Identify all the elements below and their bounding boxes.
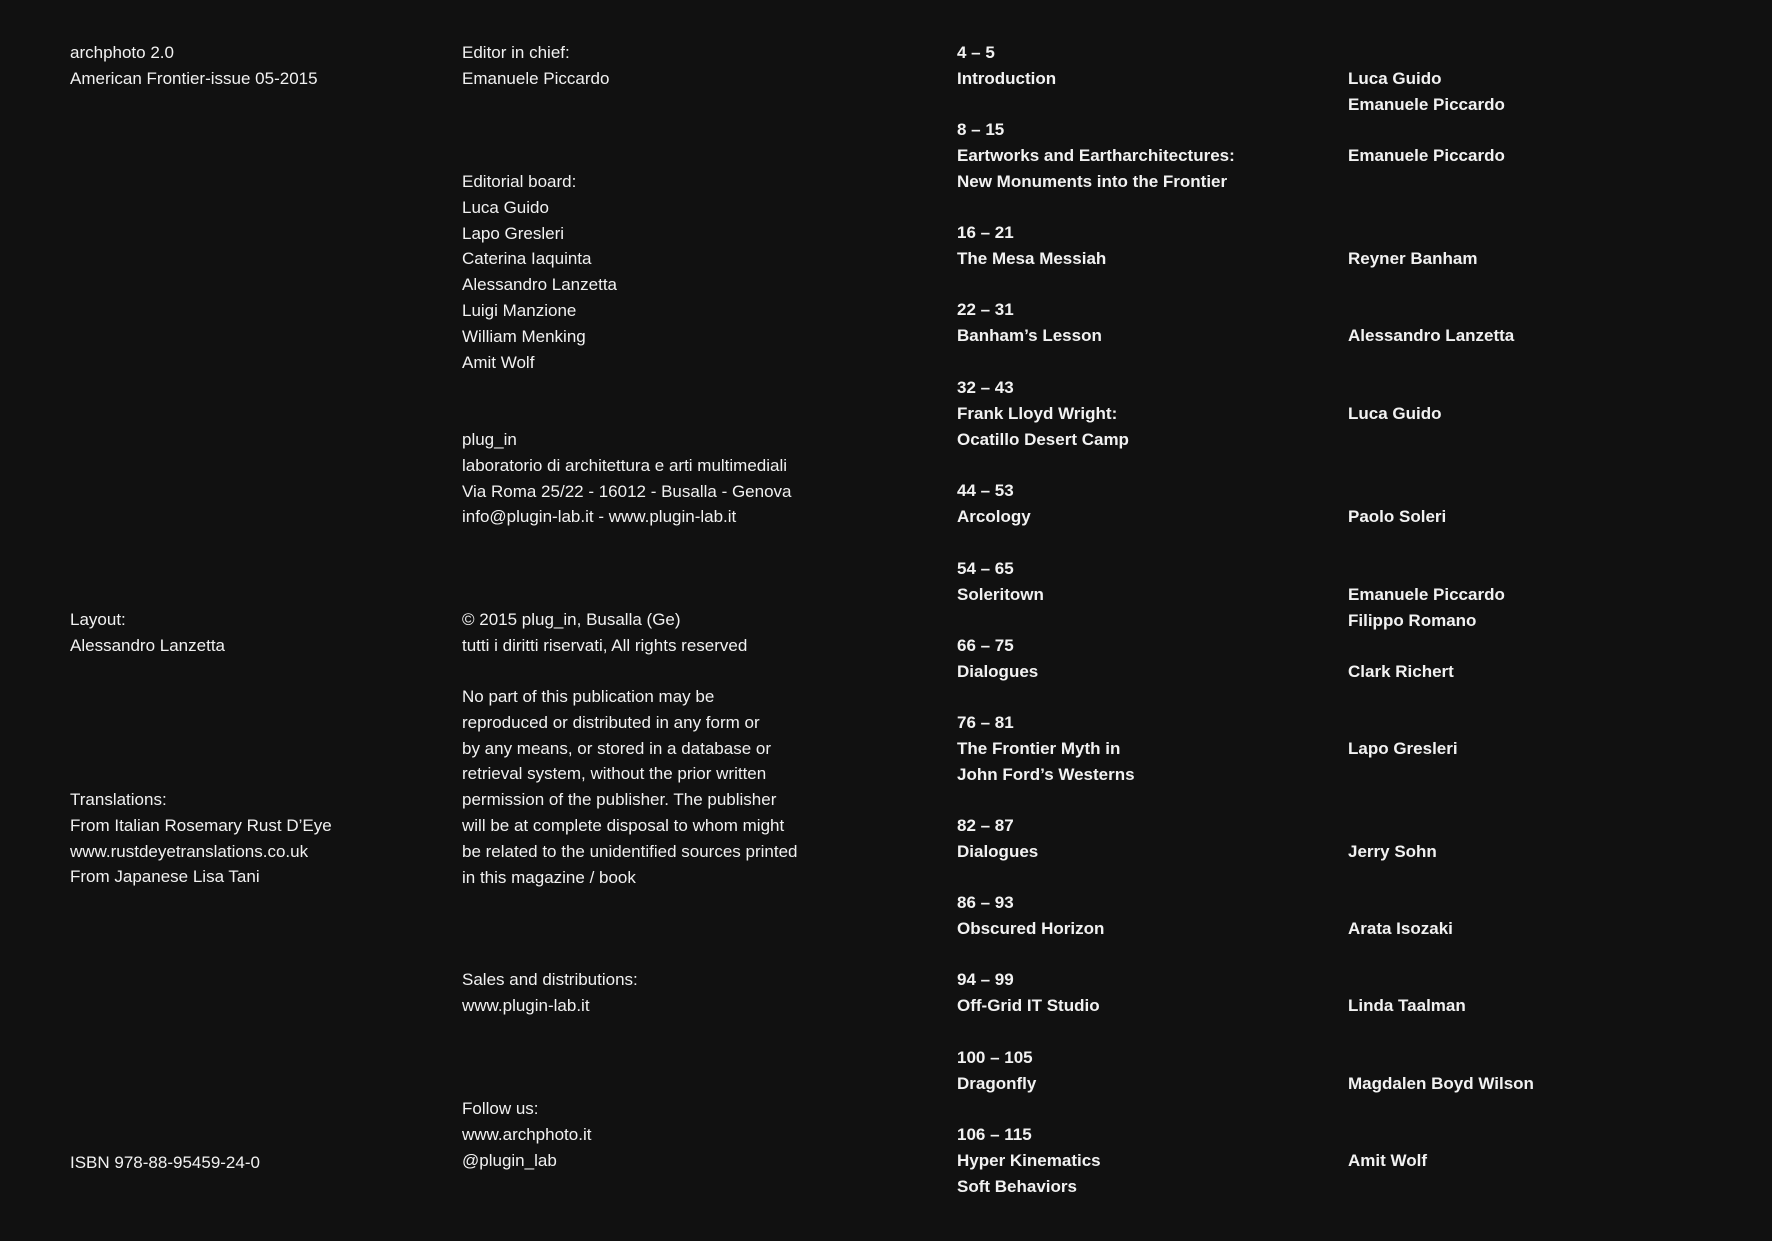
toc-title: The Mesa Messiah (957, 248, 1107, 268)
toc-author: Clark Richert (1348, 662, 1454, 681)
publisher-line: laboratorio di architettura e arti multimediali (462, 455, 788, 475)
isbn-text: ISBN 978-88-95459-24-0 (70, 1153, 260, 1172)
toc-entry (957, 117, 1235, 194)
translation-line: From Italian Rosemary Rust D’Eye (70, 815, 332, 835)
board-member: William Menking (462, 326, 586, 346)
toc-pages: 94 – 99 (957, 970, 1014, 989)
toc-pages: 100 – 105 (957, 1048, 1033, 1067)
publisher-line: plug_in (462, 430, 517, 449)
toc-authors (1348, 1071, 1534, 1097)
disclaimer-line: in this magazine / book (462, 867, 636, 887)
board-member: Lapo Gresleri (462, 223, 565, 243)
board-member: Amit Wolf (462, 352, 535, 372)
toc-author: Arata Isozaki (1348, 919, 1453, 938)
toc-entry (957, 813, 1038, 865)
toc-entry (957, 1122, 1101, 1199)
disclaimer-line: reproduced or distributed in any form or (462, 712, 760, 732)
toc-entry (957, 710, 1135, 787)
toc-title: Frank Lloyd Wright: (957, 403, 1118, 423)
toc-author: Emanuele Piccardo (1348, 146, 1505, 165)
disclaimer-line: retrieval system, without the prior written (462, 764, 767, 784)
toc-author: Emanuele Piccardo (1348, 585, 1505, 604)
toc-pages: 22 – 31 (957, 300, 1014, 319)
copyright-line: © 2015 plug_in, Busalla (Ge) (462, 610, 681, 629)
toc-title: The Frontier Myth in (957, 738, 1121, 758)
toc-author: Paolo Soleri (1348, 507, 1447, 526)
sales-url: www.plugin-lab.it (462, 995, 590, 1015)
toc-pages: 8 – 15 (957, 120, 1005, 139)
toc-authors (1348, 401, 1442, 427)
toc-pages: 54 – 65 (957, 559, 1014, 578)
toc-title: Banham’s Lesson (957, 325, 1102, 345)
disclaimer-line: by any means, or stored in a database or (462, 738, 772, 758)
toc-title: Dialogues (957, 661, 1039, 681)
toc-title: New Monuments into the Frontier (957, 171, 1228, 191)
toc-title: Eartworks and Eartharchitectures: (957, 145, 1235, 165)
toc-entry (957, 297, 1102, 349)
toc-authors (1348, 143, 1505, 169)
editor-label: Editor in chief: (462, 43, 570, 62)
toc-title: Soleritown (957, 584, 1044, 604)
disclaimer (462, 684, 798, 890)
toc-pages: 106 – 115 (957, 1125, 1032, 1144)
toc-title: Obscured Horizon (957, 918, 1105, 938)
toc-entry (957, 633, 1038, 685)
disclaimer-line: No part of this publication may be (462, 687, 715, 706)
toc-pages: 44 – 53 (957, 481, 1014, 500)
toc-entry (957, 890, 1104, 942)
toc-author: Luca Guido (1348, 69, 1442, 88)
toc-title: Hyper Kinematics (957, 1150, 1101, 1170)
toc-entry (957, 556, 1044, 608)
toc-author: Amit Wolf (1348, 1151, 1428, 1170)
toc-pages: 82 – 87 (957, 816, 1014, 835)
toc-pages: 86 – 93 (957, 893, 1014, 912)
toc-pages: 76 – 81 (957, 713, 1014, 732)
toc-author: Lapo Gresleri (1348, 739, 1458, 758)
translations-label: Translations: (70, 790, 167, 809)
toc-entry (957, 375, 1129, 452)
toc-entry (957, 1045, 1036, 1097)
board-member: Luca Guido (462, 197, 549, 217)
board-member: Caterina Iaquinta (462, 249, 592, 269)
sales-info (462, 967, 638, 1019)
toc-pages: 4 – 5 (957, 43, 995, 62)
disclaimer-line: permission of the publisher. The publisher (462, 790, 777, 810)
board-member: Luigi Manzione (462, 300, 577, 320)
toc-authors (1348, 582, 1505, 634)
toc-title: Off-Grid IT Studio (957, 995, 1100, 1015)
follow-label: Follow us: (462, 1099, 539, 1118)
follow-line: @plugin_lab (462, 1150, 557, 1170)
toc-author: Luca Guido (1348, 404, 1442, 423)
layout-label: Layout: (70, 610, 126, 629)
toc-author: Alessandro Lanzetta (1348, 326, 1515, 345)
toc-author: Jerry Sohn (1348, 842, 1437, 861)
copyright-line: tutti i diritti riservati, All rights reserved (462, 635, 748, 655)
publisher-info (462, 427, 792, 530)
toc-title: Ocatillo Desert Camp (957, 429, 1129, 449)
toc-pages: 66 – 75 (957, 636, 1014, 655)
editorial-board (462, 169, 617, 375)
toc-entry (957, 478, 1031, 530)
sales-label: Sales and distributions: (462, 970, 638, 989)
layout-credit (70, 607, 225, 659)
toc-authors (1348, 736, 1458, 762)
toc-authors (1348, 246, 1477, 272)
toc-authors (1348, 504, 1446, 530)
toc-author: Filippo Romano (1348, 610, 1477, 630)
publisher-line: info@plugin-lab.it - www.plugin-lab.it (462, 507, 737, 527)
toc-authors (1348, 659, 1454, 685)
toc-authors (1348, 916, 1453, 942)
publisher-line: Via Roma 25/22 - 16012 - Busalla - Genova (462, 481, 792, 501)
translation-line: www.rustdeyetranslations.co.uk (70, 841, 309, 861)
magazine-info (70, 40, 318, 92)
board-label: Editorial board: (462, 172, 577, 191)
layout-name: Alessandro Lanzetta (70, 635, 225, 655)
editor-credit (462, 40, 609, 92)
translation-line: From Japanese Lisa Tani (70, 867, 260, 887)
follow-line: www.archphoto.it (462, 1124, 592, 1144)
toc-title: John Ford’s Westerns (957, 764, 1135, 784)
toc-authors (1348, 839, 1437, 865)
toc-authors (1348, 993, 1466, 1019)
disclaimer-line: be related to the unidentified sources printed (462, 841, 798, 861)
toc-author: Emanuele Piccardo (1348, 94, 1505, 114)
toc-title: Soft Behaviors (957, 1176, 1077, 1196)
magazine-title: archphoto 2.0 (70, 43, 174, 62)
toc-pages: 16 – 21 (957, 223, 1014, 242)
editor-name: Emanuele Piccardo (462, 68, 610, 88)
isbn (70, 1150, 260, 1176)
toc-entry (957, 40, 1056, 92)
toc-author: Linda Taalman (1348, 996, 1466, 1015)
toc-author: Reyner Banham (1348, 249, 1478, 268)
issue-title: American Frontier-issue 05-2015 (70, 68, 318, 88)
copyright (462, 607, 747, 659)
toc-authors (1348, 323, 1514, 349)
toc-title: Dragonfly (957, 1073, 1037, 1093)
translations-credit (70, 787, 332, 890)
board-member: Alessandro Lanzetta (462, 275, 617, 295)
toc-title: Introduction (957, 68, 1057, 88)
disclaimer-line: will be at complete disposal to whom might (462, 815, 785, 835)
toc-entry (957, 967, 1100, 1019)
toc-author: Magdalen Boyd Wilson (1348, 1074, 1534, 1093)
toc-pages: 32 – 43 (957, 378, 1014, 397)
toc-title: Arcology (957, 506, 1031, 526)
toc-authors (1348, 66, 1505, 118)
toc-title: Dialogues (957, 841, 1039, 861)
toc-entry (957, 220, 1106, 272)
follow-us (462, 1096, 591, 1173)
toc-authors (1348, 1148, 1427, 1174)
